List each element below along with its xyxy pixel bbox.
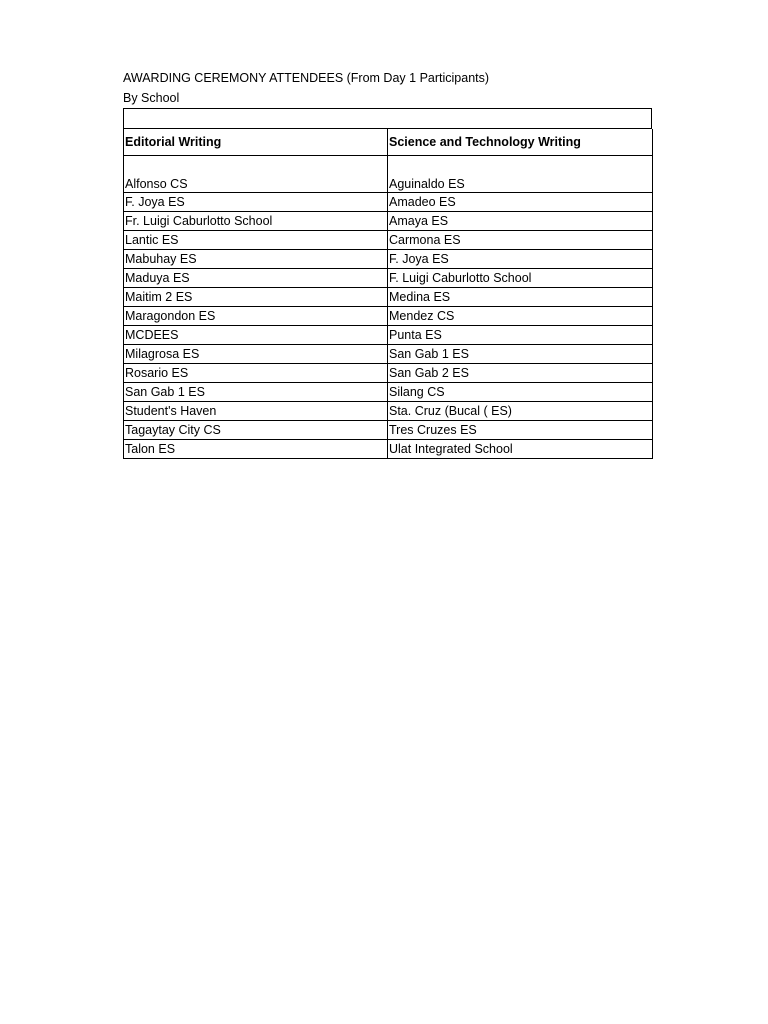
editorial-school-cell: Mabuhay ES	[124, 250, 388, 269]
scitech-school-cell: Punta ES	[388, 326, 653, 345]
scitech-school-cell: Ulat Integrated School	[388, 440, 653, 459]
scitech-school-cell: Carmona ES	[388, 231, 653, 250]
scitech-school-cell: Mendez CS	[388, 307, 653, 326]
editorial-school-cell: MCDEES	[124, 326, 388, 345]
editorial-school-cell: Lantic ES	[124, 231, 388, 250]
table-row	[124, 345, 653, 364]
scitech-school-cell: Aguinaldo ES	[388, 156, 653, 193]
editorial-school-cell: Student's Haven	[124, 402, 388, 421]
scitech-school-cell: San Gab 2 ES	[388, 364, 653, 383]
document-title: AWARDING CEREMONY ATTENDEES (From Day 1 Participants)	[123, 71, 490, 85]
scitech-school-cell: Medina ES	[388, 288, 653, 307]
editorial-school-cell: San Gab 1 ES	[124, 383, 388, 402]
editorial-school-cell: Maduya ES	[124, 269, 388, 288]
scitech-school-cell: Silang CS	[388, 383, 653, 402]
editorial-school-cell: Milagrosa ES	[124, 345, 388, 364]
table-row	[124, 383, 653, 402]
document-sheet	[123, 68, 652, 459]
editorial-school-cell: Maragondon ES	[124, 307, 388, 326]
empty-row	[123, 109, 652, 129]
table-header-row	[124, 129, 653, 156]
editorial-school-cell: Tagaytay City CS	[124, 421, 388, 440]
table-row	[124, 156, 653, 193]
table-row	[124, 269, 653, 288]
table-row	[124, 212, 653, 231]
table-row	[124, 402, 653, 421]
editorial-school-cell: Rosario ES	[124, 364, 388, 383]
header-editorial-writing: Editorial Writing	[124, 129, 388, 156]
editorial-school-cell: Talon ES	[124, 440, 388, 459]
document-subtitle: By School	[123, 88, 652, 109]
table-row	[124, 231, 653, 250]
scitech-school-cell: San Gab 1 ES	[388, 345, 653, 364]
attendees-table	[123, 129, 653, 459]
editorial-school-cell: Fr. Luigi Caburlotto School	[124, 212, 388, 231]
scitech-school-cell: Amadeo ES	[388, 193, 653, 212]
editorial-school-cell: F. Joya ES	[124, 193, 388, 212]
table-row	[124, 440, 653, 459]
editorial-school-cell: Maitim 2 ES	[124, 288, 388, 307]
table-row	[124, 250, 653, 269]
header-science-technology-writing: Science and Technology Writing	[388, 129, 653, 156]
scitech-school-cell: F. Joya ES	[388, 250, 653, 269]
table-row	[124, 288, 653, 307]
scitech-school-cell: Sta. Cruz (Bucal ( ES)	[388, 402, 653, 421]
table-row	[124, 364, 653, 383]
scitech-school-cell: Amaya ES	[388, 212, 653, 231]
editorial-school-cell: Alfonso CS	[124, 156, 388, 193]
table-row	[124, 421, 653, 440]
scitech-school-cell: Tres Cruzes ES	[388, 421, 653, 440]
table-row	[124, 326, 653, 345]
table-row	[124, 307, 653, 326]
table-row	[124, 193, 653, 212]
scitech-school-cell: F. Luigi Caburlotto School	[388, 269, 653, 288]
